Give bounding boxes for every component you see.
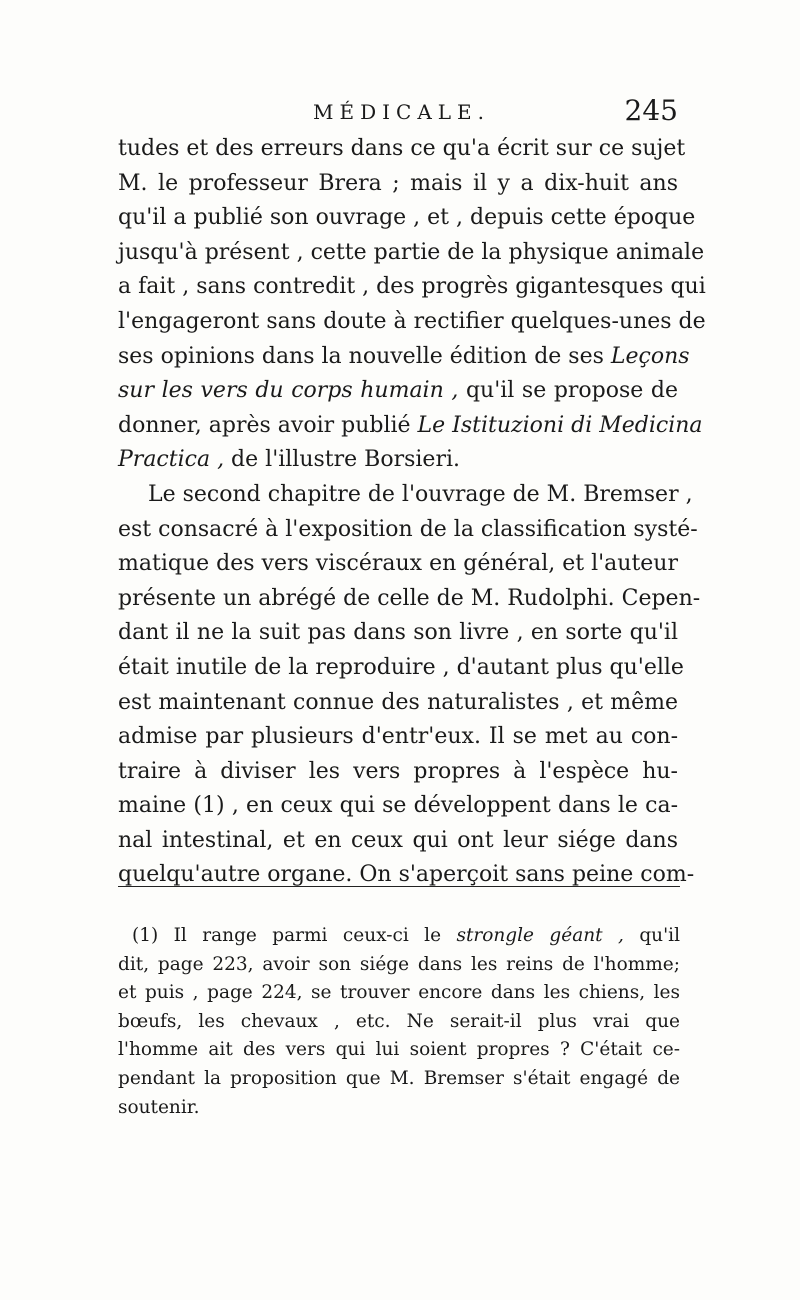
body-text [118,132,706,893]
footnote-line: bœufs, les chevaux , etc. Ne serait-il plus vrai que [118,1010,680,1032]
text-line [118,409,703,444]
text-line: M. le professeur Brera ; mais il y a dix-huit ans [118,170,678,196]
italic-text: strongle géant , [456,925,624,946]
footnote-line: dit, page 223, avoir son siége dans les reins de l'homme; [118,953,680,975]
text-line: traire à diviser les vers propres à l'espèce hu- [118,758,678,784]
text-line [118,340,690,375]
text-span: donner, après avoir publié [118,412,418,438]
text-line [118,443,678,478]
text-line: est maintenant connue des naturalistes , et même [118,689,678,715]
text-line: matique des vers viscéraux en général, et l'auteur [118,551,678,577]
text-line: jusqu'à présent , cette partie de la physique animale [118,239,705,265]
footnotes [118,922,680,1122]
text-span: (1) Il range parmi ceux-ci le [132,925,457,946]
page-number: 245 [624,94,678,127]
text-span: ses opinions dans la nouvelle édition de ses [118,343,611,369]
text-line: admise par plusieurs d'entr'eux. Il se met au con- [118,724,678,750]
italic-text: Leçons [610,343,690,369]
text-span: qu'il se propose de [458,378,678,404]
text-line: maine (1) , en ceux qui se développent dans le ca- [118,793,678,819]
footnote-line: l'homme ait des vers qui lui soient propres ? C'était ce- [118,1039,680,1061]
text-line: a fait , sans contredit , des progrès gigantesques qui [118,274,706,300]
italic-text: sur les vers du corps humain , [118,378,459,404]
page-header [118,94,678,134]
footnote-line: pendant la proposition que M. Bremser s'était engagé de [118,1067,680,1089]
text-line: nal intestinal, et en ceux qui ont leur siége dans [118,827,678,853]
text-line: tudes et des erreurs dans ce qu'a écrit sur ce sujet [118,136,686,161]
text-span: qu'il [623,925,681,946]
text-line [118,374,678,409]
text-line: était inutile de la reproduire , d'autant plus qu'elle [118,654,684,680]
text-line: quelqu'autre organe. On s'aperçoit sans peine com- [118,862,695,888]
italic-text: Practica , [118,447,225,473]
footnote-line [118,922,680,951]
text-line: est consacré à l'exposition de la classification systé- [118,516,698,542]
text-line: présente un abrégé de celle de M. Rudolphi. Cepen- [118,585,701,611]
text-line: dant il ne la suit pas dans son livre , en sorte qu'il [118,620,678,646]
text-line: Le second chapitre de l'ouvrage de M. Bremser , [148,481,693,507]
footnote-rule [118,886,680,887]
footnote-line: et puis , page 224, se trouver encore dans les chiens, les [118,982,680,1004]
running-head: MÉDICALE. [313,100,490,124]
text-line: l'engageront sans doute à rectifier quelques-unes de [118,308,706,334]
text-line: qu'il a publié son ouvrage , et , depuis cette époque [118,205,696,231]
text-span: de l'illustre Borsieri. [224,447,460,473]
footnote-line: soutenir. [118,1096,200,1118]
italic-text: Le Istituzioni di Medicina [417,412,703,438]
